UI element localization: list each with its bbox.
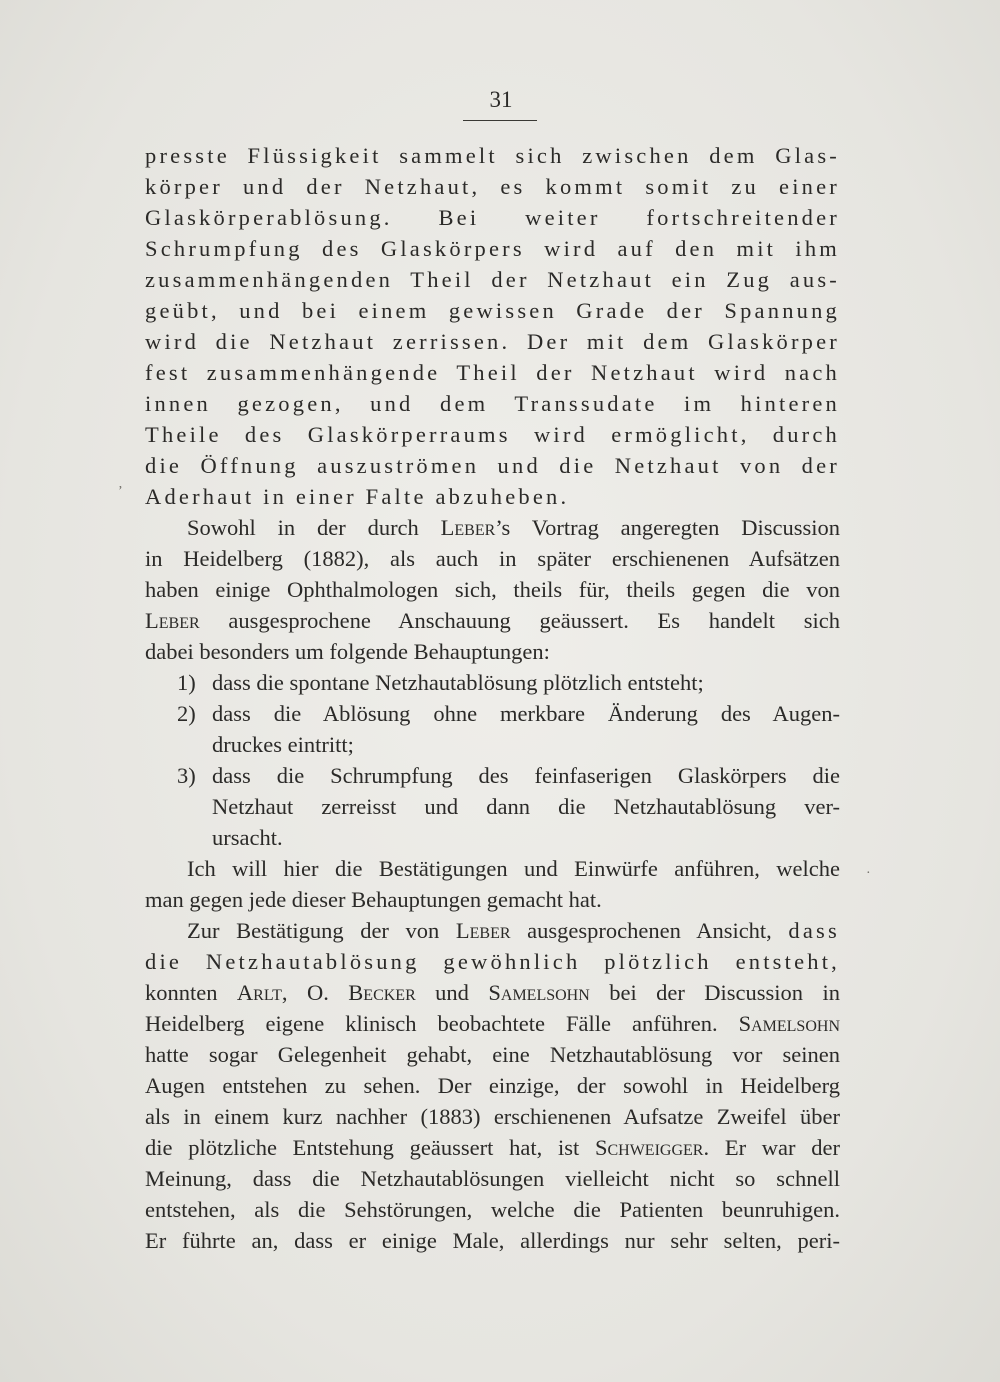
list-number: 1)	[177, 670, 196, 695]
text-line: Theile des Glaskörperraums wird ermöglicht, durch	[145, 422, 840, 447]
author-name: Leber	[145, 608, 200, 633]
list-item: 3) dass die Schrumpfung des feinfaserigen Glaskörpers die	[145, 760, 840, 791]
author-name: Schweigger	[594, 1135, 704, 1160]
list-number: 3)	[177, 763, 196, 788]
author-name: Leber	[440, 515, 496, 540]
text-line: Leber ausgesprochene Anschauung geäussert. Es handelt sich	[145, 608, 840, 633]
text-line: konnten Arlt, O. Becker und Samelsohn bei der Discussion in	[145, 980, 840, 1005]
text-line: wird die Netzhaut zerrissen. Der mit dem Glaskörper	[145, 329, 840, 354]
text-line: Zur Bestätigung der von Leber ausgesprochenen Ansicht, dass	[187, 918, 840, 943]
text-line: die Netzhautablösung gewöhnlich plötzlich entsteht,	[145, 949, 840, 974]
list-number: 2)	[177, 701, 196, 726]
author-name: Samelsohn	[738, 1011, 840, 1036]
text-line: entstehen, als die Sehstörungen, welche die Patienten beunruhigen.	[145, 1197, 840, 1222]
page-number: 31	[489, 87, 513, 112]
list-item-continued: ursacht.	[212, 825, 283, 850]
text-line: fest zusammenhängende Theil der Netzhaut wird nach	[145, 360, 840, 385]
text-line: haben einige Ophthalmologen sich, theils für, theils gegen die von	[145, 577, 840, 602]
text-line: geübt, und bei einem gewissen Grade der Spannung	[145, 298, 840, 323]
text-line: Heidelberg eigene klinisch beobachtete Fälle anführen. Samelsohn	[145, 1011, 840, 1036]
author-name: Arlt	[236, 980, 282, 1005]
paragraph-intro	[145, 853, 840, 915]
text-line: als in einem kurz nachher (1883) erschienenen Aufsatze Zweifel über	[145, 1104, 840, 1129]
paragraph-discussion	[145, 512, 840, 667]
text-line: man gegen jede dieser Behauptungen gemacht hat.	[145, 887, 602, 912]
text-line: hatte sogar Gelegenheit gehabt, eine Netzhautablösung vor seinen	[145, 1042, 840, 1067]
list-item-continued: druckes eintritt;	[212, 732, 354, 757]
text-line: Augen entstehen zu sehen. Der einzige, der sowohl in Heidelberg	[145, 1073, 840, 1098]
list-item: 2) dass die Ablösung ohne merkbare Änderung des Augen-	[145, 698, 840, 729]
page-number-rule	[463, 120, 537, 121]
paragraph-spaced	[145, 140, 840, 512]
text-line: Schrumpfung des Glaskörpers wird auf den mit ihm	[145, 236, 840, 261]
author-name: Leber	[455, 918, 511, 943]
text-line: Sowohl in der durch Leber’s Vortrag angeregten Discussion	[187, 515, 840, 540]
text-line: in Heidelberg (1882), als auch in später erschienenen Aufsätzen	[145, 546, 840, 571]
text-line: Aderhaut in einer Falte abzuheben.	[145, 484, 570, 509]
list-item: 1) dass die spontane Netzhautablösung plötzlich entsteht;	[145, 667, 840, 698]
list-item-continued: Netzhaut zerreisst und dann die Netzhautablösung ver-	[212, 794, 840, 819]
paragraph-confirmation	[145, 915, 840, 1256]
text-line: körper und der Netzhaut, es kommt somit zu einer	[145, 174, 840, 199]
body-text	[145, 140, 840, 1256]
text-line: die plötzliche Entstehung geäussert hat, ist Schweigger. Er war der	[145, 1135, 841, 1160]
text-line: innen gezogen, und dem Transsudate im hinteren	[145, 391, 840, 416]
text-line: Ich will hier die Bestätigungen und Einwürfe anführen, welche	[187, 856, 840, 881]
text-line: presste Flüssigkeit sammelt sich zwischen dem Glas-	[145, 143, 840, 168]
text-line: dabei besonders um folgende Behauptungen:	[145, 639, 550, 664]
stray-mark: ʼ	[118, 484, 123, 499]
text-line: Er führte an, dass er einige Male, allerdings nur sehr selten, peri-	[145, 1228, 840, 1253]
claims-list	[145, 667, 840, 853]
text-line: die Öffnung auszuströmen und die Netzhaut von der	[145, 453, 840, 478]
text-line: zusammenhängenden Theil der Netzhaut ein Zug aus-	[145, 267, 840, 292]
stray-mark: ·	[866, 866, 871, 881]
author-name: Samelsohn	[488, 980, 590, 1005]
text-line: Glaskörperablösung. Bei weiter fortschreitender	[145, 205, 840, 230]
text-line: Meinung, dass die Netzhautablösungen vielleicht nicht so schnell	[145, 1166, 840, 1191]
author-name: Becker	[348, 980, 416, 1005]
